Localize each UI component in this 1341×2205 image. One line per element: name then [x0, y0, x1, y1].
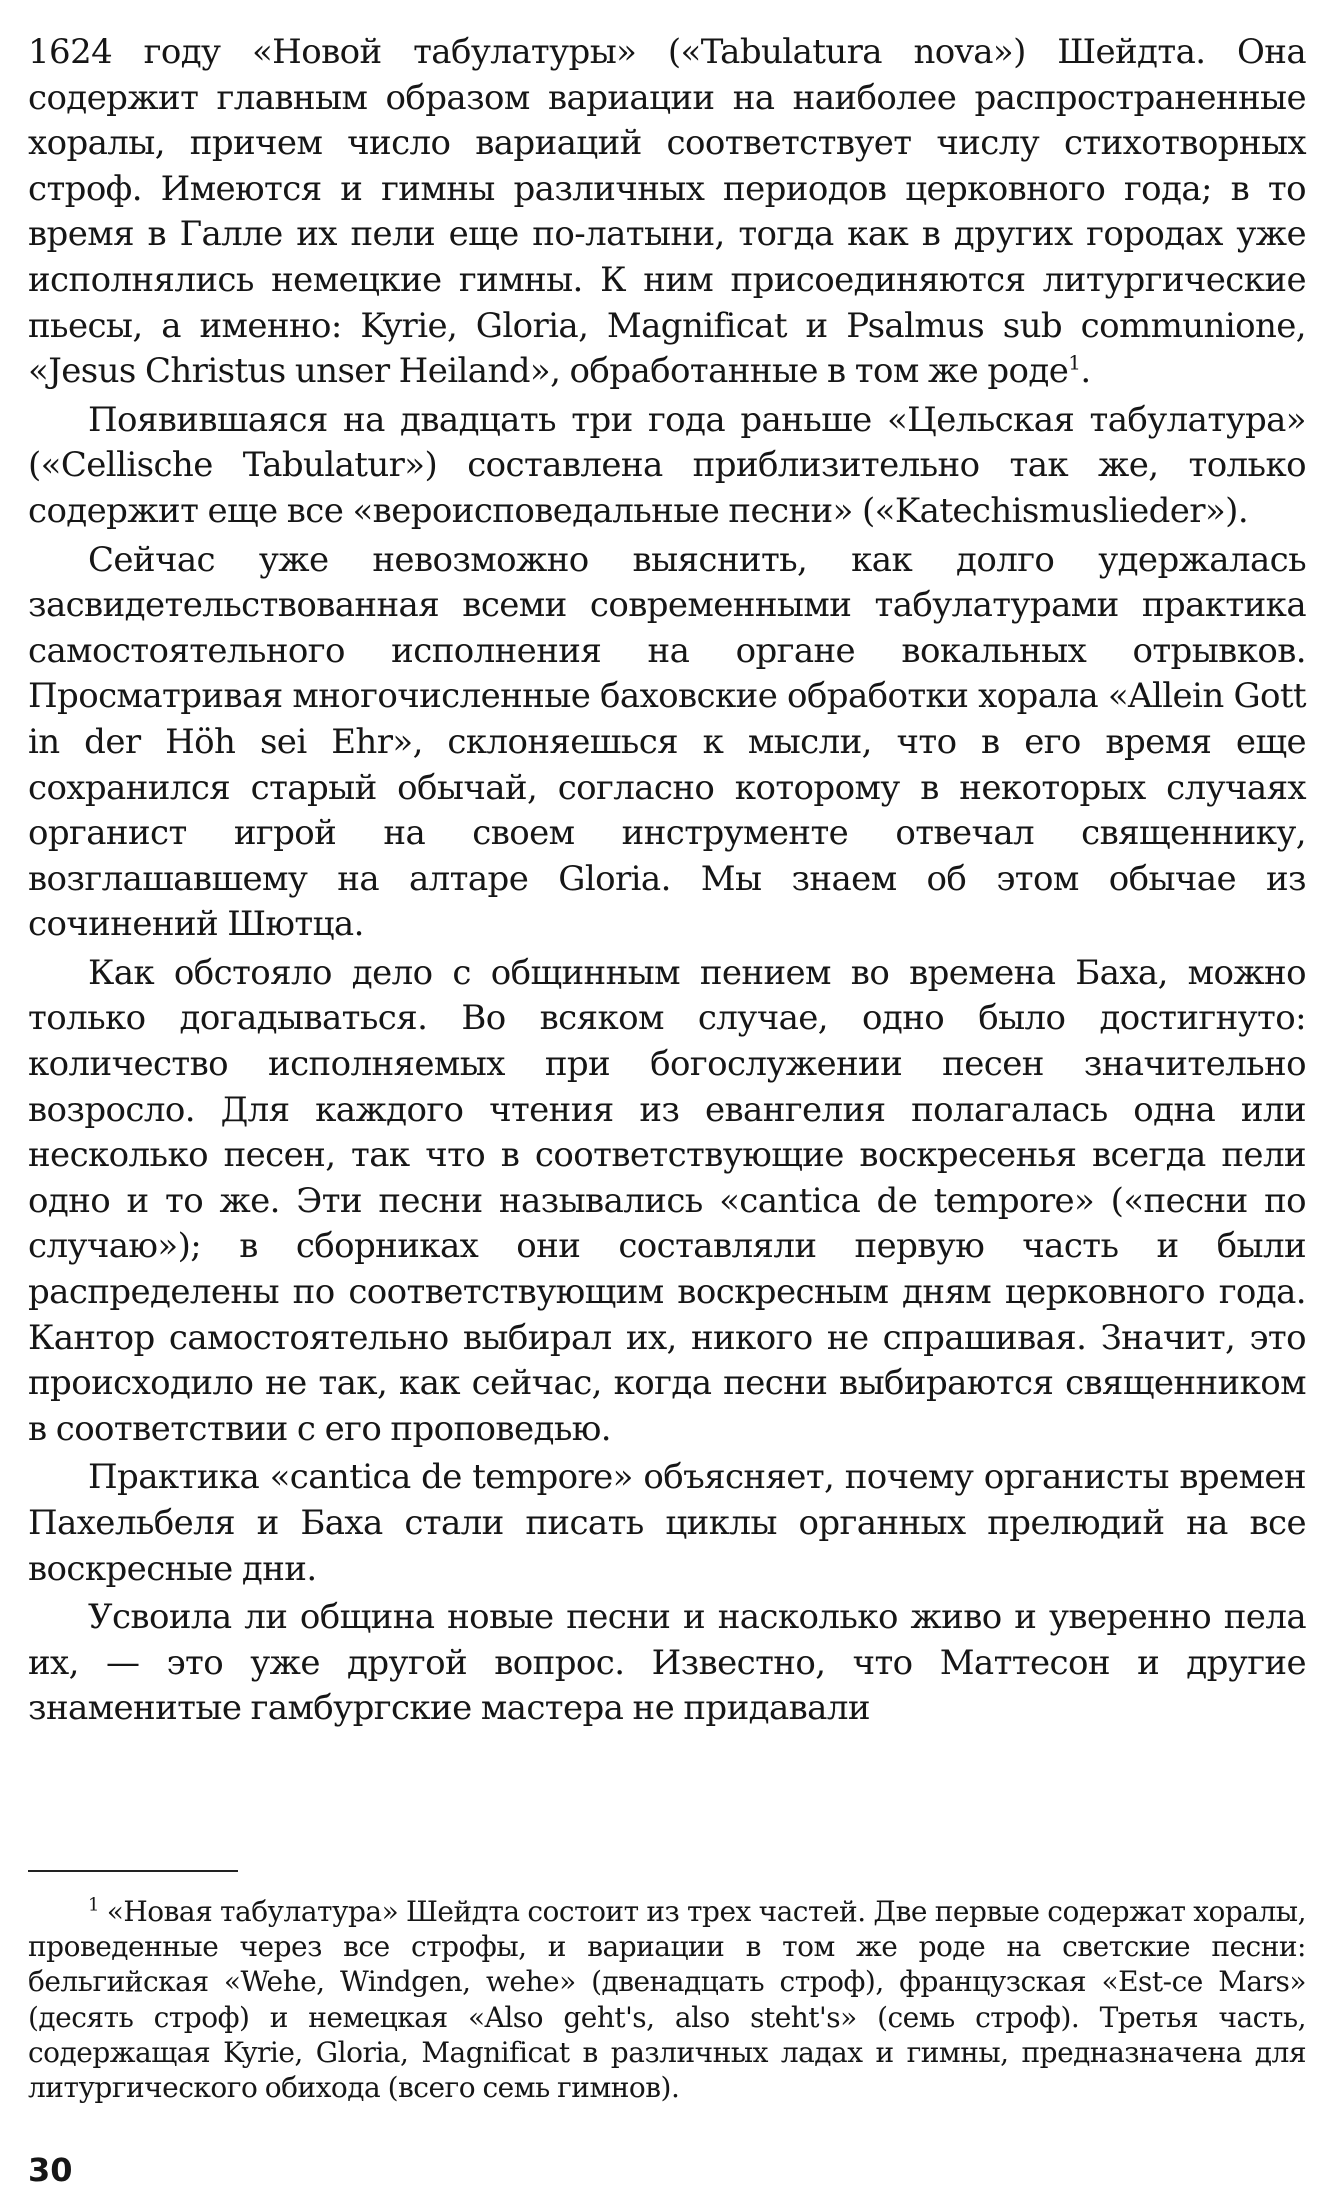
paragraph-1 [28, 30, 1306, 395]
paragraph-5: Практика «cantica de tempore» объясняет, почему органисты времен Пахельбеля и Баха стали писать циклы органных прелюдий на все воскресные дни. [28, 1457, 1306, 1589]
paragraph-1-text: 1624 году «Новой табулатуры» («Tabulatura nova») Шейдта. Она содержит главным образом вариации на наиболее распространенные хоралы, причем число вариаций соответствует числу стихотворных строф. Имеются и гимны различных периодов церковного года; в то время в Галле их пели еще по-латыни, тогда как в других городах уже исполнялись немецкие гимны. К ним присоединяются литургические пьесы, а именно: Kyrie, Gloria, Magnificat и Psalmus sub communione, «Jesus Christus unser Heiland», обработанные в том же роде [28, 32, 1306, 392]
paragraph-3: Сейчас уже невозможно выяснить, как долго удержалась засвидетельствованная всеми современными табулатурами практика самостоятельного исполнения на органе вокальных отрывков. Просматривая многочисленные баховские обработки хорала «Allein Gott in der Höh sei Ehr», склоняешься к мысли, что в его время еще сохранился старый обычай, согласно которому в некоторых случаях органист игрой на своем инструменте отвечал священнику, возглашавшему на алтаре Gloria. Мы знаем об этом обычае из сочинений Шютца. [28, 539, 1306, 945]
paragraph-4: Как обстояло дело с общинным пением во времена Баха, можно только догадываться. Во всяком случае, одно было достигнуто: количество исполняемых при богослужении песен значительно возросло. Для каждого чтения из евангелия полагалась одна или несколько песен, так что в соответствующие воскресенья всегда пели одно и то же. Эти песни назывались «cantica de tempore» («песни по случаю»); в сборниках они составляли первую часть и были распределены по соответствующим воскресным дням церковного года. Кантор самостоятельно выбирал их, никого не спрашивая. Значит, это происходило не так, как сейчас, когда песни выбираются священником в соответствии с его проповедью. [28, 952, 1306, 1449]
page-number: 30 [28, 2151, 73, 2189]
footnote-reference: 1 [1068, 350, 1081, 375]
footnote [28, 1894, 1306, 2105]
paragraph-2: Появившаяся на двадцать три года раньше «Цельская табулатура» («Cellische Tabulatur») составлена приблизительно так же, только содержит еще все «вероисповедальные песни» («Katechismuslieder»). [28, 399, 1306, 531]
paragraph-6: Усвоила ли община новые песни и насколько живо и уверенно пела их, — это уже другой вопрос. Известно, что Маттесон и другие знаменитые гамбургские мастера не придавали [28, 1597, 1306, 1729]
main-text [28, 30, 1306, 1732]
footnote-marker: 1 [88, 1894, 99, 1916]
footnote-text: «Новая табулатура» Шейдта состоит из трех частей. Две первые содержат хоралы, проведенные через все строфы, и вариации в том же роде на светские песни: бельгийская «Wehe, Windgen, wehe» (двенадцать строф), французская «Est-ce Mars» (десять строф) и немецкая «Also geht's, also steht's» (семь строф). Третья часть, содержащая Kyrie, Gloria, Magnificat в различных ладах и гимны, предназначена для литургического обихода (всего семь гимнов). [28, 1895, 1306, 2105]
paragraph-1-end: . [1080, 351, 1091, 392]
book-page [28, 30, 1306, 2189]
footnote-divider [28, 1870, 238, 1872]
